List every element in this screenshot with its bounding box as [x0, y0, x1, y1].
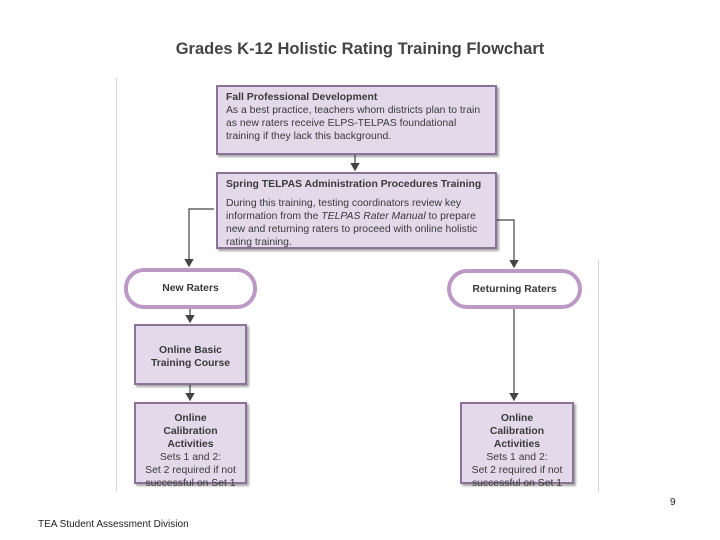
slide-title: Grades K-12 Holistic Rating Training Flowchart [175, 40, 545, 58]
calibration-left-line2: Calibration Activities [163, 426, 218, 450]
returning-raters-pill [447, 269, 582, 309]
calibration-right-line2: Calibration Activities [489, 426, 545, 450]
calibration-right-line3: Sets 1 and 2: [486, 452, 548, 463]
calibration-right-line4: Set 2 required if not successful on Set 1 [471, 465, 563, 489]
fall-pd-box [216, 85, 497, 155]
arrow-spring-to-new [189, 209, 214, 266]
calibration-left-box [134, 402, 247, 489]
arrow-spring-to-returning [496, 220, 514, 267]
spring-training-text: During this training, testing coordinators review key information from the TELPAS Rater Manual to prepare new and returning raters to proceed with online holistic rating training. [226, 198, 478, 248]
calibration-left-line3: Sets 1 and 2: [159, 452, 222, 463]
new-raters-label: New Raters [162, 283, 219, 294]
new-raters-pill [124, 268, 257, 309]
calibration-left-line1: Online [174, 413, 207, 424]
spring-training-heading: Spring TELPAS Administration Procedures Training [226, 179, 482, 190]
fall-pd-text: As a best practice, teachers whom districts plan to train as new raters receive ELPS-TELPAS foundational training if they lack this background. [226, 105, 481, 142]
online-basic-box [134, 324, 247, 385]
calibration-left-line4: Set 2 required if not successful on Set 1 [145, 465, 236, 489]
rater-manual-title: TELPAS Rater Manual [321, 211, 426, 222]
returning-raters-label: Returning Raters [472, 283, 557, 295]
page-number: 9 [670, 497, 676, 508]
fall-pd-heading: Fall Professional Development [226, 92, 378, 103]
calibration-right-box [460, 402, 574, 489]
footer-org: TEA Student Assessment Division [38, 519, 189, 530]
spring-training-box [216, 172, 497, 249]
online-basic-label: Online Basic Training Course [150, 345, 231, 369]
calibration-right-line1: Online [500, 413, 534, 424]
